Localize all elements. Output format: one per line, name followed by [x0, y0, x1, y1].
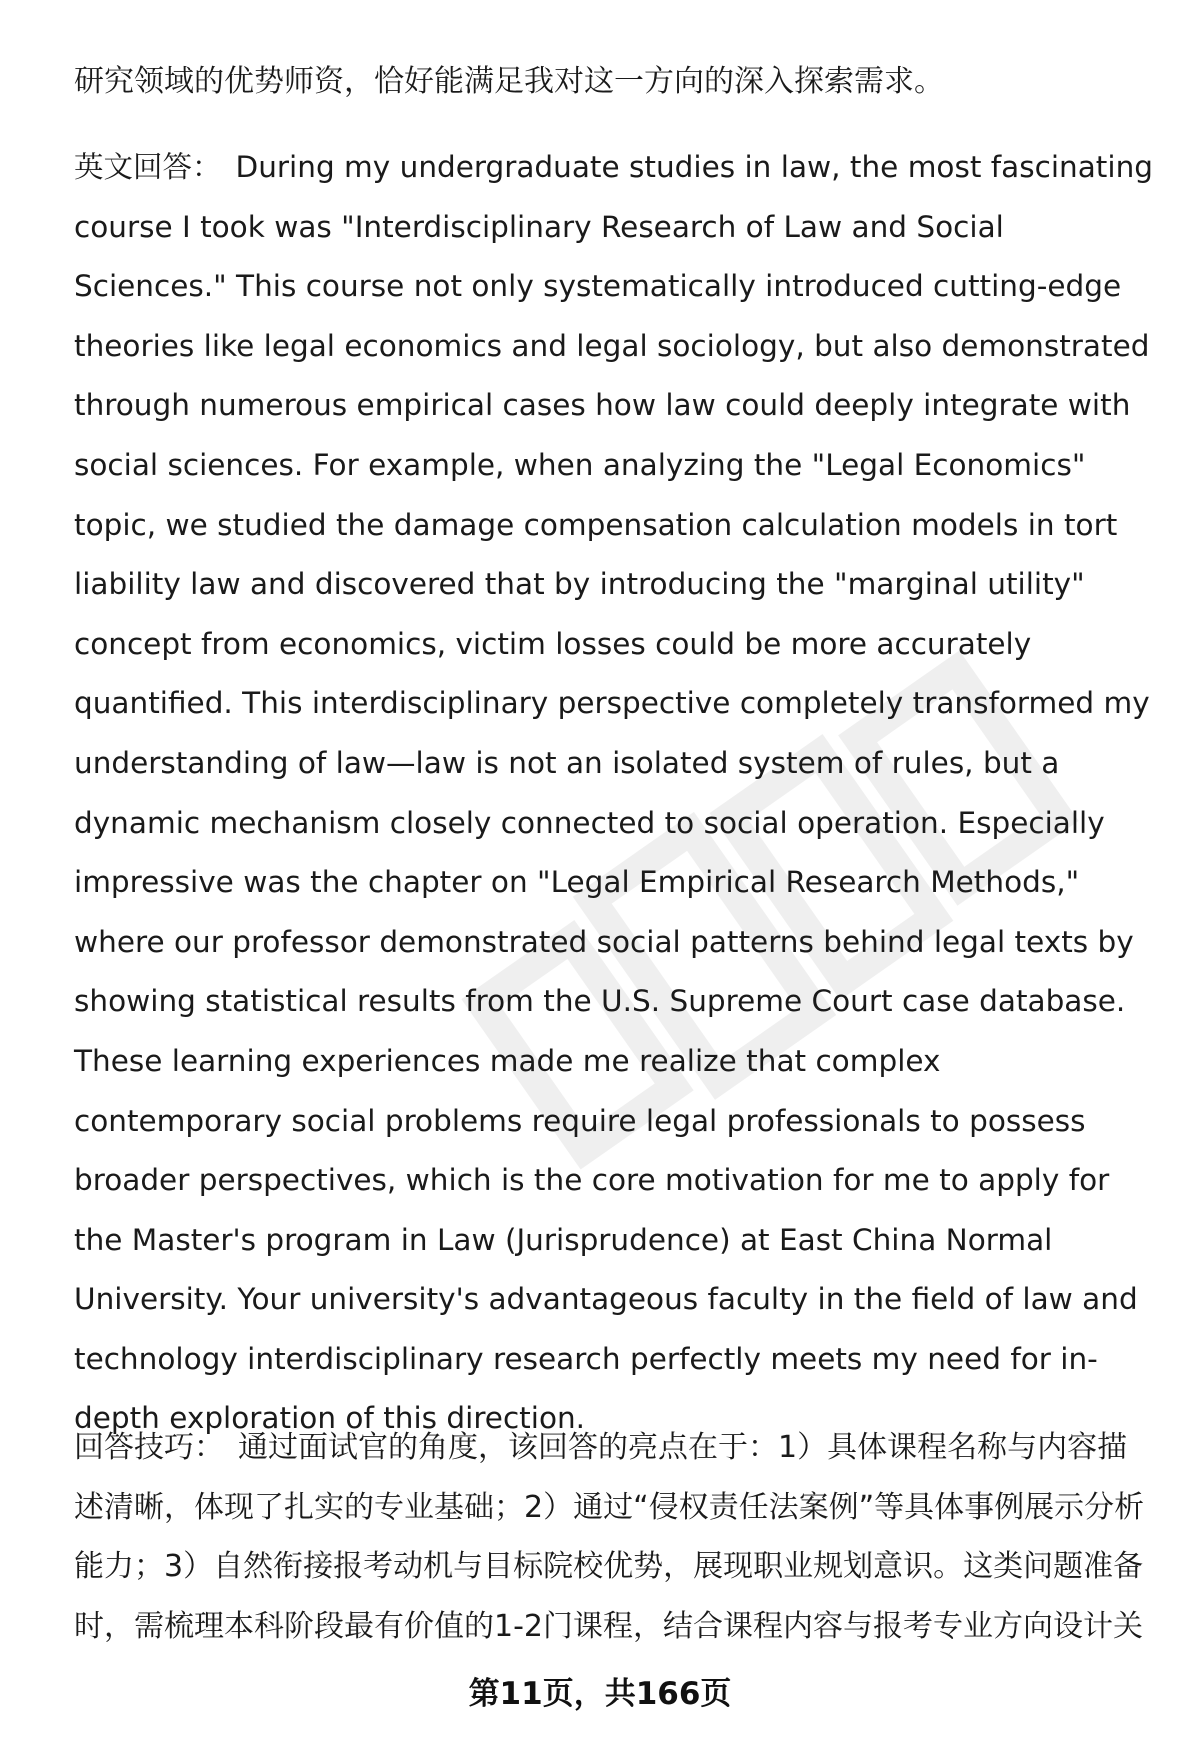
document-page	[74, 0, 1154, 1755]
answer-tips-text: 通过面试官的角度，该回答的亮点在于：1）具体课程名称与内容描述清晰，体现了扎实的专业基础；2）通过“侵权责任法案例”等具体事例展示分析能力；3）自然衔接报考动机与目标院校优势，展现职业规划意识。这类问题准备时，需梳理本科阶段最有价值的1-2门课程，结合课程内容与报考专业方向设计关	[74, 1430, 1145, 1644]
english-answer	[74, 138, 1154, 1449]
intro-continuation: 研究领域的优势师资，恰好能满足我对这一方向的深入探索需求。	[74, 64, 944, 99]
page-indicator: 第11页，共166页	[468, 1676, 732, 1712]
english-answer-text: During my undergraduate studies in law, the most fascinating course I took was "Interdisciplinary Research of Law and Social Sciences." This course not only systematically introduced cutting-edge theories like legal economics and legal sociology, but also demonstrated through numerous empirical cases how law could deeply integrate with social sciences. For example, when analyzing the "Legal Economics" topic, we studied the damage compensation calculation models in tort liability law and discovered that by introducing the "marginal utility" concept from economics, victim losses could be more accurately quantified. This interdisciplinary perspective completely transformed my understanding of law—law is not an isolated system of rules, but a dynamic mechanism closely connected to social operation. Especially impressive was the chapter on "Legal Empirical Research Methods," where our professor demonstrated social patterns behind legal texts by showing statistical results from the U.S. Supreme Court case database. These learning experiences made me realize that complex contemporary social problems require legal professionals to possess broader perspectives, which is the core motivation for me to apply for the Master's program in Law (Jurisprudence) at East China Normal University. Your university's advantageous faculty in the field of law and technology interdisciplinary research perfectly meets my need for in-depth exploration of this direction.	[74, 150, 1153, 1436]
answer-tips-label: 回答技巧：	[74, 1430, 224, 1465]
answer-tips	[74, 1418, 1154, 1656]
english-answer-label: 英文回答：	[74, 150, 222, 184]
